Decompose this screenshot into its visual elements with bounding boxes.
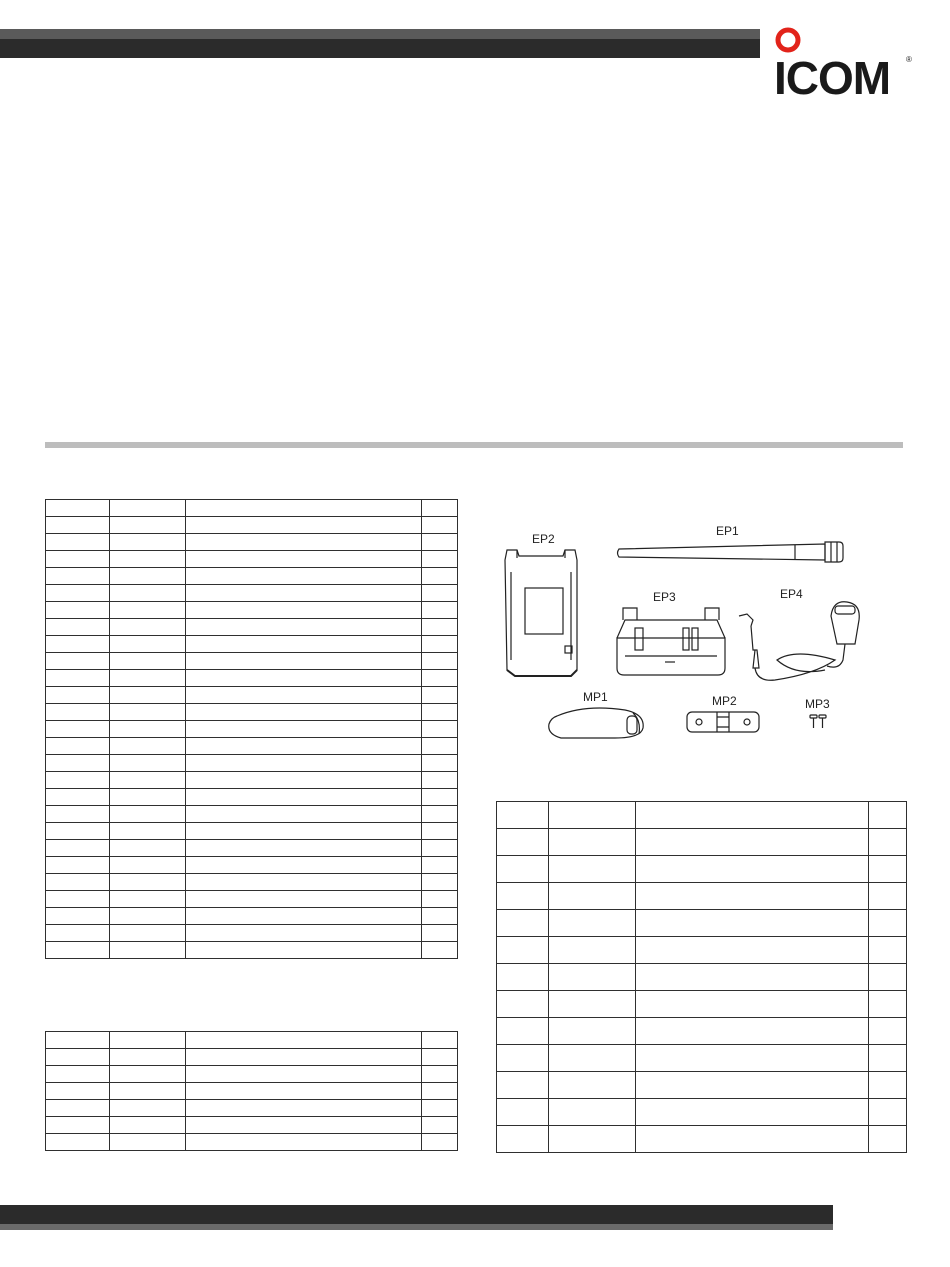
parts-illustration [495,520,905,750]
table-cell [46,500,110,517]
table-cell [110,806,186,823]
table-cell [422,551,458,568]
table-cell [186,857,422,874]
table-cell [869,964,907,991]
table-cell [497,1045,549,1072]
ac-adapter-icon [739,602,859,680]
table-cell [186,534,422,551]
table-cell [186,636,422,653]
table-cell [46,585,110,602]
table-cell [186,551,422,568]
table-cell [186,1032,422,1049]
table-cell [110,670,186,687]
table-cell [110,500,186,517]
table-row [46,738,458,755]
table-cell [549,910,636,937]
table-cell [497,829,549,856]
table-cell [869,829,907,856]
table-row [46,670,458,687]
table-cell [46,1083,110,1100]
table-row [46,942,458,959]
table-row [497,802,907,829]
table-cell [636,937,869,964]
table-cell [46,1049,110,1066]
table-cell [497,856,549,883]
table-cell [186,772,422,789]
table-row [497,1099,907,1126]
table-cell [110,891,186,908]
table-cell [110,1066,186,1083]
table-cell [422,755,458,772]
table-cell [46,1066,110,1083]
table-cell [186,806,422,823]
table-cell [186,891,422,908]
table-row [46,925,458,942]
table-cell [636,1018,869,1045]
table-row [46,534,458,551]
table-cell [422,857,458,874]
label-mp1: MP1 [583,690,608,704]
table-cell [186,704,422,721]
table-row [46,636,458,653]
header-bar [0,29,760,58]
table-cell [549,964,636,991]
table-cell [46,653,110,670]
table-cell [186,568,422,585]
table-cell [186,1117,422,1134]
table-cell [869,937,907,964]
table-cell [869,856,907,883]
table-cell [422,653,458,670]
table-cell [186,619,422,636]
table-cell [636,856,869,883]
table-cell [46,687,110,704]
table-cell [497,937,549,964]
screws-icon [810,715,826,728]
table-cell [110,908,186,925]
table-row [46,1066,458,1083]
table-cell [636,883,869,910]
packing-parts-table [496,801,907,1153]
table-row [497,964,907,991]
table-cell [422,568,458,585]
table-row [46,1134,458,1151]
table-cell [636,1126,869,1153]
table-row [497,1045,907,1072]
table-cell [186,942,422,959]
table-cell [422,1049,458,1066]
table-row [46,1100,458,1117]
table-cell [46,1032,110,1049]
table-cell [869,1045,907,1072]
table-row [497,1018,907,1045]
table-cell [110,1049,186,1066]
table-cell [497,991,549,1018]
table-row [497,1126,907,1153]
table-cell [422,1134,458,1151]
table-cell [497,1126,549,1153]
table-cell [869,1018,907,1045]
table-cell [422,1083,458,1100]
table-cell [186,653,422,670]
table-cell [186,585,422,602]
footer-bar [0,1205,833,1230]
table-cell [422,823,458,840]
table-cell [186,602,422,619]
table-row [46,1083,458,1100]
table-cell [186,738,422,755]
table-cell [46,772,110,789]
table-row [46,806,458,823]
label-mp2: MP2 [712,694,737,708]
accessories-table [45,1031,458,1151]
table-cell [497,1099,549,1126]
table-cell [422,500,458,517]
table-cell [110,772,186,789]
table-cell [186,1049,422,1066]
logo-text: ICOM [774,52,891,100]
table-cell [46,517,110,534]
table-cell [46,619,110,636]
table-row [46,772,458,789]
table-cell [497,883,549,910]
table-cell [46,840,110,857]
table-cell [46,857,110,874]
label-ep2: EP2 [532,532,555,546]
table-cell [497,910,549,937]
table-cell [422,738,458,755]
table-cell [110,585,186,602]
table-cell [46,1134,110,1151]
table-row [497,829,907,856]
logo-ring-icon [778,30,798,50]
section-divider [45,442,903,448]
table-cell [422,534,458,551]
table-cell [186,874,422,891]
table-row [46,874,458,891]
table-row [46,1049,458,1066]
bracket-icon [687,712,759,732]
table-cell [110,925,186,942]
table-cell [186,687,422,704]
table-cell [46,925,110,942]
table-cell [422,636,458,653]
table-cell [46,823,110,840]
table-cell [110,1117,186,1134]
antenna-icon [618,542,844,562]
table-cell [46,755,110,772]
table-cell [110,857,186,874]
table-cell [422,721,458,738]
table-row [46,551,458,568]
table-row [46,755,458,772]
table-cell [869,883,907,910]
table-cell [422,704,458,721]
table-cell [186,840,422,857]
table-row [46,500,458,517]
table-cell [422,1117,458,1134]
table-cell [422,840,458,857]
table-row [46,891,458,908]
table-cell [46,789,110,806]
table-cell [46,551,110,568]
table-cell [46,534,110,551]
table-cell [549,1018,636,1045]
table-row [497,1072,907,1099]
table-cell [422,517,458,534]
table-row [46,1117,458,1134]
table-cell [186,1100,422,1117]
table-row [46,1032,458,1049]
table-cell [110,874,186,891]
table-cell [46,891,110,908]
table-row [46,789,458,806]
table-cell [46,874,110,891]
table-cell [46,568,110,585]
table-cell [110,636,186,653]
table-cell [422,585,458,602]
table-cell [110,687,186,704]
table-cell [110,789,186,806]
table-row [46,840,458,857]
table-cell [46,942,110,959]
table-cell [422,789,458,806]
table-cell [186,1066,422,1083]
table-row [46,704,458,721]
table-cell [636,829,869,856]
table-cell [549,802,636,829]
table-cell [110,619,186,636]
table-cell [497,964,549,991]
label-ep3: EP3 [653,590,676,604]
table-cell [110,1134,186,1151]
table-cell [186,670,422,687]
accessories-body [46,1032,458,1151]
label-ep1: EP1 [716,524,739,538]
table-cell [110,755,186,772]
table-cell [549,1072,636,1099]
table-cell [549,856,636,883]
table-cell [46,704,110,721]
charger-icon [617,608,725,675]
table-cell [186,755,422,772]
table-row [46,721,458,738]
table-cell [186,908,422,925]
icom-logo [772,24,917,100]
table-cell [110,1100,186,1117]
table-cell [869,802,907,829]
table-cell [46,908,110,925]
table-row [497,910,907,937]
table-cell [46,738,110,755]
belt-clip-icon [549,708,643,738]
table-cell [110,704,186,721]
table-cell [422,925,458,942]
table-row [46,908,458,925]
table-row [497,856,907,883]
table-row [46,857,458,874]
packing-parts-body [497,802,907,1153]
table-row [46,585,458,602]
table-cell [186,823,422,840]
table-cell [497,1018,549,1045]
table-cell [422,874,458,891]
table-cell [110,1032,186,1049]
table-row [46,517,458,534]
header-bar-stripe [0,29,760,39]
table-cell [422,891,458,908]
table-cell [636,1045,869,1072]
table-cell [46,636,110,653]
parts-list-body [46,500,458,959]
table-row [497,991,907,1018]
table-cell [497,1072,549,1099]
label-mp3: MP3 [805,697,830,711]
table-cell [636,991,869,1018]
table-row [46,602,458,619]
table-cell [549,1126,636,1153]
table-cell [46,806,110,823]
label-ep4: EP4 [780,587,803,601]
parts-list-table [45,499,458,959]
table-row [46,653,458,670]
table-cell [110,653,186,670]
table-cell [186,517,422,534]
table-cell [46,721,110,738]
table-cell [186,1134,422,1151]
table-cell [549,991,636,1018]
table-cell [46,602,110,619]
table-cell [186,500,422,517]
table-cell [422,670,458,687]
table-cell [869,991,907,1018]
table-cell [869,1072,907,1099]
footer-bar-stripe [0,1224,833,1230]
table-row [497,883,907,910]
table-cell [636,910,869,937]
table-cell [422,1066,458,1083]
table-cell [186,789,422,806]
table-cell [110,568,186,585]
table-cell [869,910,907,937]
table-cell [110,602,186,619]
registered-mark: ® [906,55,912,64]
table-cell [186,1083,422,1100]
table-cell [422,772,458,789]
table-cell [422,619,458,636]
table-cell [636,964,869,991]
table-cell [46,670,110,687]
battery-pack-icon [505,550,577,676]
table-cell [422,942,458,959]
table-cell [422,602,458,619]
table-cell [110,534,186,551]
table-row [497,937,907,964]
table-cell [46,1100,110,1117]
table-cell [110,721,186,738]
table-cell [186,721,422,738]
table-cell [110,517,186,534]
table-cell [549,1099,636,1126]
table-cell [636,802,869,829]
table-cell [110,738,186,755]
table-cell [869,1099,907,1126]
table-cell [110,942,186,959]
table-cell [422,806,458,823]
table-cell [497,802,549,829]
table-row [46,568,458,585]
table-cell [46,1117,110,1134]
table-cell [869,1126,907,1153]
table-row [46,687,458,704]
table-row [46,619,458,636]
table-cell [110,1083,186,1100]
table-cell [110,840,186,857]
table-cell [110,551,186,568]
table-cell [186,925,422,942]
table-cell [110,823,186,840]
table-cell [636,1099,869,1126]
table-cell [422,687,458,704]
table-cell [422,908,458,925]
table-cell [636,1072,869,1099]
table-row [46,823,458,840]
table-cell [549,937,636,964]
table-cell [549,883,636,910]
table-cell [549,1045,636,1072]
table-cell [549,829,636,856]
table-cell [422,1032,458,1049]
table-cell [422,1100,458,1117]
